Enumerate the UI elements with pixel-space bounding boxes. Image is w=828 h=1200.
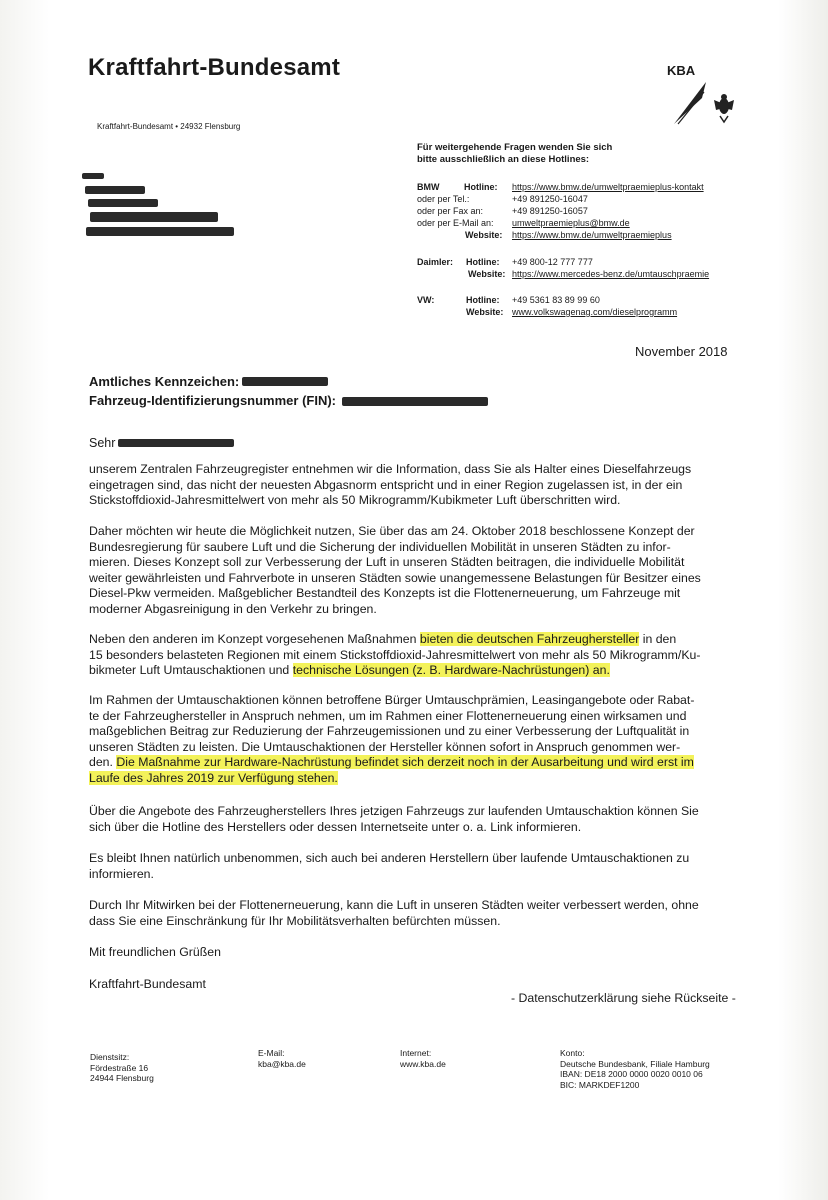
- p2-line: Bundesregierung für saubere Luft und die Sicherung der individuellen Mobilität in unseren Städten zu infor-: [89, 539, 671, 554]
- bmw-mail-link[interactable]: umweltpraemieplus@bmw.de: [512, 218, 630, 228]
- daimler-hotline: +49 800-12 777 777: [512, 257, 593, 267]
- p4-line: den. Die Maßnahme zur Hardware-Nachrüstung befindet sich derzeit noch in der Ausarbeitung und wird erst im: [89, 755, 694, 770]
- privacy-note: - Datenschutzerklärung siehe Rückseite -: [511, 991, 736, 1005]
- paragraph-6: [89, 851, 755, 882]
- footer-iban: IBAN: DE18 2000 0000 0020 0010 06: [560, 1069, 703, 1079]
- p5-line: Über die Angebote des Fahrzeugherstellers Ihres jetzigen Fahrzeugs zur laufenden Umtauschaktion können Sie: [89, 804, 699, 818]
- kba-eagle-logo-icon: [672, 80, 736, 126]
- bmw-website-link[interactable]: https://www.bmw.de/umweltpraemieplus: [512, 230, 672, 240]
- bmw-fax-label: oder per Fax an:: [417, 206, 484, 216]
- footer-office-label: Dienstsitz:: [90, 1052, 130, 1062]
- footer-email-label: E-Mail:: [258, 1048, 285, 1058]
- fin-label: Fahrzeug-Identifizierungsnummer (FIN):: [89, 393, 336, 408]
- p6-line: Es bleibt Ihnen natürlich unbenommen, sich auch bei anderen Herstellern über laufende Umtauschaktionen zu: [89, 851, 690, 865]
- footer-email-value: kba@kba.de: [258, 1058, 306, 1069]
- bmw-hotline-label: Hotline:: [464, 182, 498, 192]
- paragraph-5: [89, 804, 755, 835]
- p2-line: mieren. Dieses Konzept soll zur Verbesserung der Luft in unseren Städten beitragen, die individuelle Mobilität: [89, 555, 685, 570]
- highlight: bieten die deutschen Fahrzeughersteller: [419, 632, 640, 646]
- bmw-tel: +49 891250-16047: [512, 194, 588, 204]
- p4-line: [89, 771, 755, 787]
- p3-line: 15 besonders belasteten Regionen mit einem Stickstoffdioxid-Jahresmittelwert von mehr als 50 Mikrogramm/Ku-: [89, 647, 701, 662]
- p4-line: Im Rahmen der Umtauschaktionen können betroffene Bürger Umtauschprämien, Leasingangebote oder Rabat-: [89, 693, 695, 707]
- p3-line: Neben den anderen im Konzept vorgesehenen Maßnahmen bieten die deutschen Fahrzeughersteller in den: [89, 632, 677, 646]
- footer-account: [560, 1048, 710, 1090]
- footer-internet-value: www.kba.de: [400, 1058, 446, 1069]
- footer-bank: Deutsche Bundesbank, Filiale Hamburg: [560, 1058, 710, 1069]
- plate-redacted: [242, 377, 328, 386]
- p1-line: Stickstoffdioxid-Jahresmittelwert von mehr als 50 Mikrogramm/Kubikmeter Luft überschritten wird.: [89, 493, 621, 508]
- hotline-intro: [417, 142, 612, 166]
- plate-label: Amtliches Kennzeichen:: [89, 374, 240, 389]
- p3-line: bikmeter Luft Umtauschaktionen und technische Lösungen (z. B. Hardware-Nachrüstungen) an.: [89, 663, 610, 678]
- hotline-intro-line-1: Für weitergehende Fragen wenden Sie sich: [417, 142, 613, 153]
- footer-email: [258, 1048, 306, 1069]
- daimler-website-label: Website:: [468, 269, 506, 279]
- salutation-name-redacted: [118, 439, 234, 447]
- org-title: Kraftfahrt-Bundesamt: [88, 54, 341, 81]
- p7-line: Durch Ihr Mitwirken bei der Flottenerneuerung, kann die Luft in unseren Städten weiter verbessert werden, ohne: [89, 898, 699, 912]
- kba-logo-label: KBA: [667, 63, 696, 78]
- closing-signature: Kraftfahrt-Bundesamt: [89, 977, 206, 991]
- salutation: Sehr: [89, 436, 116, 450]
- p1-line: unserem Zentralen Fahrzeugregister entnehmen wir die Information, dass Sie als Halter eines Dieselfahrzeugs: [89, 462, 692, 476]
- paragraph-3: [89, 632, 755, 679]
- vw-website-link[interactable]: www.volkswagenag.com/dieselprogramm: [512, 307, 678, 317]
- footer-account-label: Konto:: [560, 1048, 585, 1058]
- daimler-brand: Daimler:: [417, 257, 454, 267]
- bmw-fax: +49 891250-16057: [512, 206, 588, 216]
- fin-redacted: [342, 397, 488, 406]
- bmw-brand: BMW: [417, 182, 440, 192]
- bmw-hotline-link[interactable]: https://www.bmw.de/umweltpraemieplus-kontakt: [512, 182, 704, 192]
- p1-line: eingetragen sind, das nicht der neuesten Abgasnorm entspricht und in einer Region zugelassen ist, in der ein: [89, 477, 683, 492]
- highlight: Laufe des Jahres 2019 zur Verfügung stehen.: [89, 770, 338, 785]
- p6-line: informieren.: [89, 866, 154, 881]
- p4-line: te der Fahrzeughersteller in Anspruch nehmen, um im Rahmen einer Flottenerneuerung einen wirksamen und: [89, 708, 687, 723]
- paragraph-7: [89, 898, 755, 929]
- daimler-hotline-label: Hotline:: [466, 257, 500, 267]
- paragraph-4: [89, 693, 755, 787]
- p2-line: moderner Abgasreinigung in den Verkehr zu bringen.: [89, 601, 377, 616]
- p4-line: unseren Städten zu leisten. Die Umtauschaktionen der Hersteller können sofort in Anspruch genommen wer-: [89, 739, 681, 754]
- bmw-website-label: Website:: [465, 230, 503, 240]
- footer-office: [90, 1052, 154, 1084]
- p2-line: weiter gewährleisten und Fahrverbote in unseren Städten sowie unangemessene Belastungen für Besitzer eines: [89, 570, 701, 585]
- letter-date: November 2018: [635, 344, 728, 359]
- bmw-mail-label: oder per E-Mail an:: [417, 218, 494, 228]
- p2-line: Daher möchten wir heute die Möglichkeit nutzen, Sie über das am 24. Oktober 2018 beschlossene Konzept der: [89, 524, 695, 538]
- footer-office-street: Fördestraße 16: [90, 1062, 149, 1073]
- p7-line: dass Sie eine Einschränkung für Ihr Mobilitätsverhalten befürchten müssen.: [89, 913, 501, 928]
- footer-internet: [400, 1048, 446, 1069]
- p4-line: maßgeblichen Beitrag zur Reduzierung der Fahrzeugemissionen und zu einer Verbesserung der Luftqualität in: [89, 724, 690, 739]
- paragraph-2: [89, 524, 755, 618]
- footer-bic: BIC: MARKDEF1200: [560, 1079, 640, 1090]
- highlight: Die Maßnahme zur Hardware-Nachrüstung befindet sich derzeit noch in der Ausarbeitung und wird erst im: [116, 755, 694, 770]
- bmw-tel-label: oder per Tel.:: [417, 194, 470, 204]
- footer-office-city: 24944 Flensburg: [90, 1073, 154, 1083]
- daimler-website-link[interactable]: https://www.mercedes-benz.de/umtauschpraemie: [512, 269, 710, 279]
- vw-hotline: +49 5361 83 89 99 60: [512, 295, 600, 305]
- hotline-intro-line-2: bitte ausschließlich an diese Hotlines:: [417, 154, 590, 165]
- highlight: technische Lösungen (z. B. Hardware-Nachrüstungen) an.: [292, 663, 610, 678]
- p2-line: Diesel-Pkw vermeiden. Maßgeblicher Bestandteil des Konzepts ist die Flottenerneuerung, um Fahrzeuge mit: [89, 586, 681, 601]
- vw-hotline-label: Hotline:: [466, 295, 500, 305]
- footer-internet-label: Internet:: [400, 1048, 432, 1058]
- p5-line: sich über die Hotline des Herstellers oder dessen Internetseite unter o. a. Link informieren.: [89, 819, 582, 834]
- paragraph-1: [89, 462, 755, 509]
- sender-line: Kraftfahrt-Bundesamt • 24932 Flensburg: [97, 122, 241, 131]
- vw-website-label: Website:: [466, 307, 504, 317]
- closing-greeting: Mit freundlichen Grüßen: [89, 945, 221, 959]
- vw-brand: VW:: [417, 295, 435, 305]
